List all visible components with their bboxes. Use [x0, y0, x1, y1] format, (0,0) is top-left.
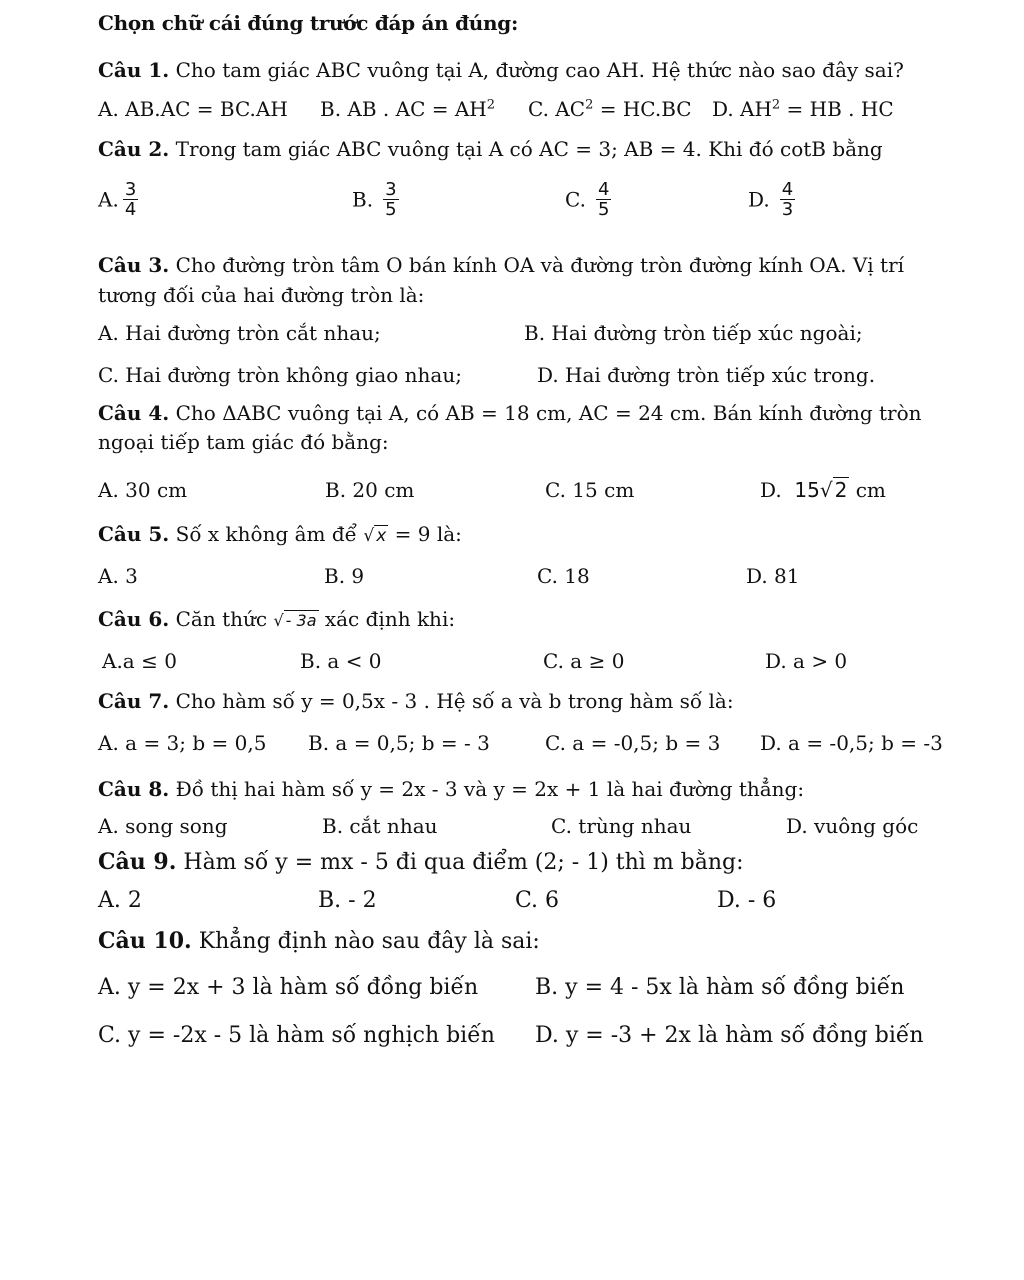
question-5: [98, 521, 462, 549]
radicand: x: [376, 526, 387, 546]
denominator: 3: [781, 199, 794, 220]
question-text: = 9 là:: [388, 522, 462, 546]
option-letter: B.: [352, 187, 374, 212]
option-letter: D.: [748, 187, 770, 212]
q6-option-d: D. a > 0: [765, 649, 848, 673]
q10-option-d: D. y = -3 + 2x là hàm số đồng biến: [535, 1023, 924, 1048]
q1-option-d: [712, 96, 894, 122]
question-label: Câu 10.: [98, 928, 192, 954]
worksheet-heading: Chọn chữ cái đúng trước đáp án đúng:: [98, 11, 519, 35]
question-label: Câu 5.: [98, 522, 170, 546]
question-text: Cho ΔABC vuông tại A, có AB = 18 cm, AC = 24 cm. Bán kính đường tròn: [169, 401, 922, 425]
fraction: [780, 180, 795, 219]
q8-option-c: C. trùng nhau: [551, 814, 692, 838]
q8-option-a: A. song song: [98, 814, 228, 838]
q8-option-b: B. cắt nhau: [322, 814, 438, 838]
q2-option-d: [748, 180, 795, 219]
radicand: 2: [834, 478, 848, 502]
option-text: = HC.BC: [593, 97, 692, 121]
q3-option-a: A. Hai đường tròn cắt nhau;: [98, 321, 381, 345]
fraction: [123, 180, 138, 219]
question-7: [98, 688, 734, 714]
option-letter: C.: [565, 187, 586, 212]
q5-option-d: D. 81: [746, 564, 800, 588]
denominator: 4: [124, 199, 137, 220]
question-4-continued: ngoại tiếp tam giác đó bằng:: [98, 430, 389, 454]
fraction: [596, 180, 611, 219]
q5-option-c: C. 18: [537, 564, 590, 588]
square-root: √ - 3a: [273, 611, 317, 630]
q10-option-b: B. y = 4 - 5x là hàm số đồng biến: [535, 975, 905, 1000]
denominator: 5: [385, 199, 397, 220]
q9-option-c: C. 6: [515, 888, 560, 913]
q10-option-c: C. y = -2x - 5 là hàm số nghịch biến: [98, 1023, 495, 1048]
fraction: [383, 180, 398, 219]
unit: cm: [849, 478, 886, 502]
question-text: Khẳng định nào sau đây là sai:: [191, 929, 540, 954]
q6-option-c: C. a ≥ 0: [543, 649, 625, 673]
numerator: 4: [597, 179, 610, 200]
option-text: = HB . HC: [780, 97, 894, 121]
q2-option-a: [98, 180, 138, 219]
question-9: [98, 848, 744, 877]
q7-option-d: D. a = -0,5; b = -3: [760, 731, 943, 755]
q3-option-d: D. Hai đường tròn tiếp xúc trong.: [537, 363, 876, 387]
question-1: [98, 57, 904, 83]
square-root: √ x: [363, 526, 387, 546]
q4-option-c: C. 15 cm: [545, 478, 635, 502]
superscript: 2: [486, 97, 496, 113]
question-text: Cho đường tròn tâm O bán kính OA và đường tròn đường kính OA. Vị trí: [169, 253, 905, 277]
question-text: Cho tam giác ABC vuông tại A, đường cao AH. Hệ thức nào sao đây sai?: [169, 58, 904, 82]
question-label: Câu 2.: [98, 137, 170, 161]
option-text: B. AB . AC = AH: [320, 97, 487, 121]
q9-option-a: A. 2: [98, 888, 142, 913]
question-text: Căn thức: [169, 607, 274, 631]
q9-option-b: B. - 2: [318, 888, 377, 913]
question-text: Số x không âm để: [169, 522, 364, 546]
question-label: Câu 1.: [98, 58, 170, 82]
question-3: [98, 252, 904, 278]
option-text: C. AC: [528, 97, 586, 121]
q5-option-b: B. 9: [324, 564, 365, 588]
question-10: [98, 927, 540, 956]
question-label: Câu 8.: [98, 777, 170, 801]
q1-option-c: [528, 96, 692, 122]
question-label: Câu 7.: [98, 689, 170, 713]
square-root: √ 2: [819, 478, 848, 502]
q2-option-b: [352, 180, 399, 219]
question-text: xác định khi:: [318, 607, 456, 631]
question-text: Hàm số y = mx - 5 đi qua điểm (2; - 1) thì m bằng:: [176, 850, 744, 875]
q1-option-b: [320, 96, 495, 122]
q3-option-b: B. Hai đường tròn tiếp xúc ngoài;: [524, 321, 863, 345]
question-label: Câu 4.: [98, 401, 170, 425]
denominator: 5: [597, 199, 610, 220]
q10-option-a: A. y = 2x + 3 là hàm số đồng biến: [98, 975, 479, 1000]
question-4: [98, 400, 922, 426]
numerator: 3: [385, 179, 397, 200]
q5-option-a: A. 3: [98, 564, 138, 588]
option-text: D. AH: [712, 97, 772, 121]
question-text: Cho hàm số y = 0,5x - 3 . Hệ số a và b trong hàm số là:: [169, 689, 734, 713]
q9-option-d: D. - 6: [717, 888, 777, 913]
numerator: 3: [124, 179, 137, 200]
question-label: Câu 9.: [98, 849, 177, 875]
q4-option-b: B. 20 cm: [325, 478, 415, 502]
question-text: Trong tam giác ABC vuông tại A có AC = 3; AB = 4. Khi đó cotB bằng: [169, 137, 883, 161]
q4-option-d: [760, 477, 886, 503]
question-6: [98, 606, 455, 634]
q7-option-c: C. a = -0,5; b = 3: [545, 731, 721, 755]
q6-option-a: A.a ≤ 0: [102, 649, 177, 673]
option-letter: A.: [98, 187, 119, 212]
q1-option-a: A. AB.AC = BC.AH: [98, 97, 288, 121]
superscript: 2: [771, 97, 781, 113]
question-2: [98, 136, 883, 162]
q2-option-c: [565, 180, 611, 219]
numerator: 4: [781, 179, 794, 200]
q4-option-a: A. 30 cm: [98, 478, 188, 502]
question-label: Câu 3.: [98, 253, 170, 277]
radicand: - 3a: [285, 611, 317, 630]
q7-option-a: A. a = 3; b = 0,5: [98, 731, 267, 755]
question-label: Câu 6.: [98, 607, 170, 631]
coefficient: 15: [794, 478, 820, 502]
q3-option-c: C. Hai đường tròn không giao nhau;: [98, 363, 462, 387]
q7-option-b: B. a = 0,5; b = - 3: [308, 731, 490, 755]
question-text: Đồ thị hai hàm số y = 2x - 3 và y = 2x + 1 là hai đường thẳng:: [169, 777, 805, 801]
question-3-continued: tương đối của hai đường tròn là:: [98, 283, 425, 307]
superscript: 2: [585, 97, 594, 113]
q8-option-d: D. vuông góc: [786, 814, 919, 838]
question-8: [98, 776, 804, 802]
option-letter: D.: [760, 478, 782, 502]
q6-option-b: B. a < 0: [300, 649, 382, 673]
